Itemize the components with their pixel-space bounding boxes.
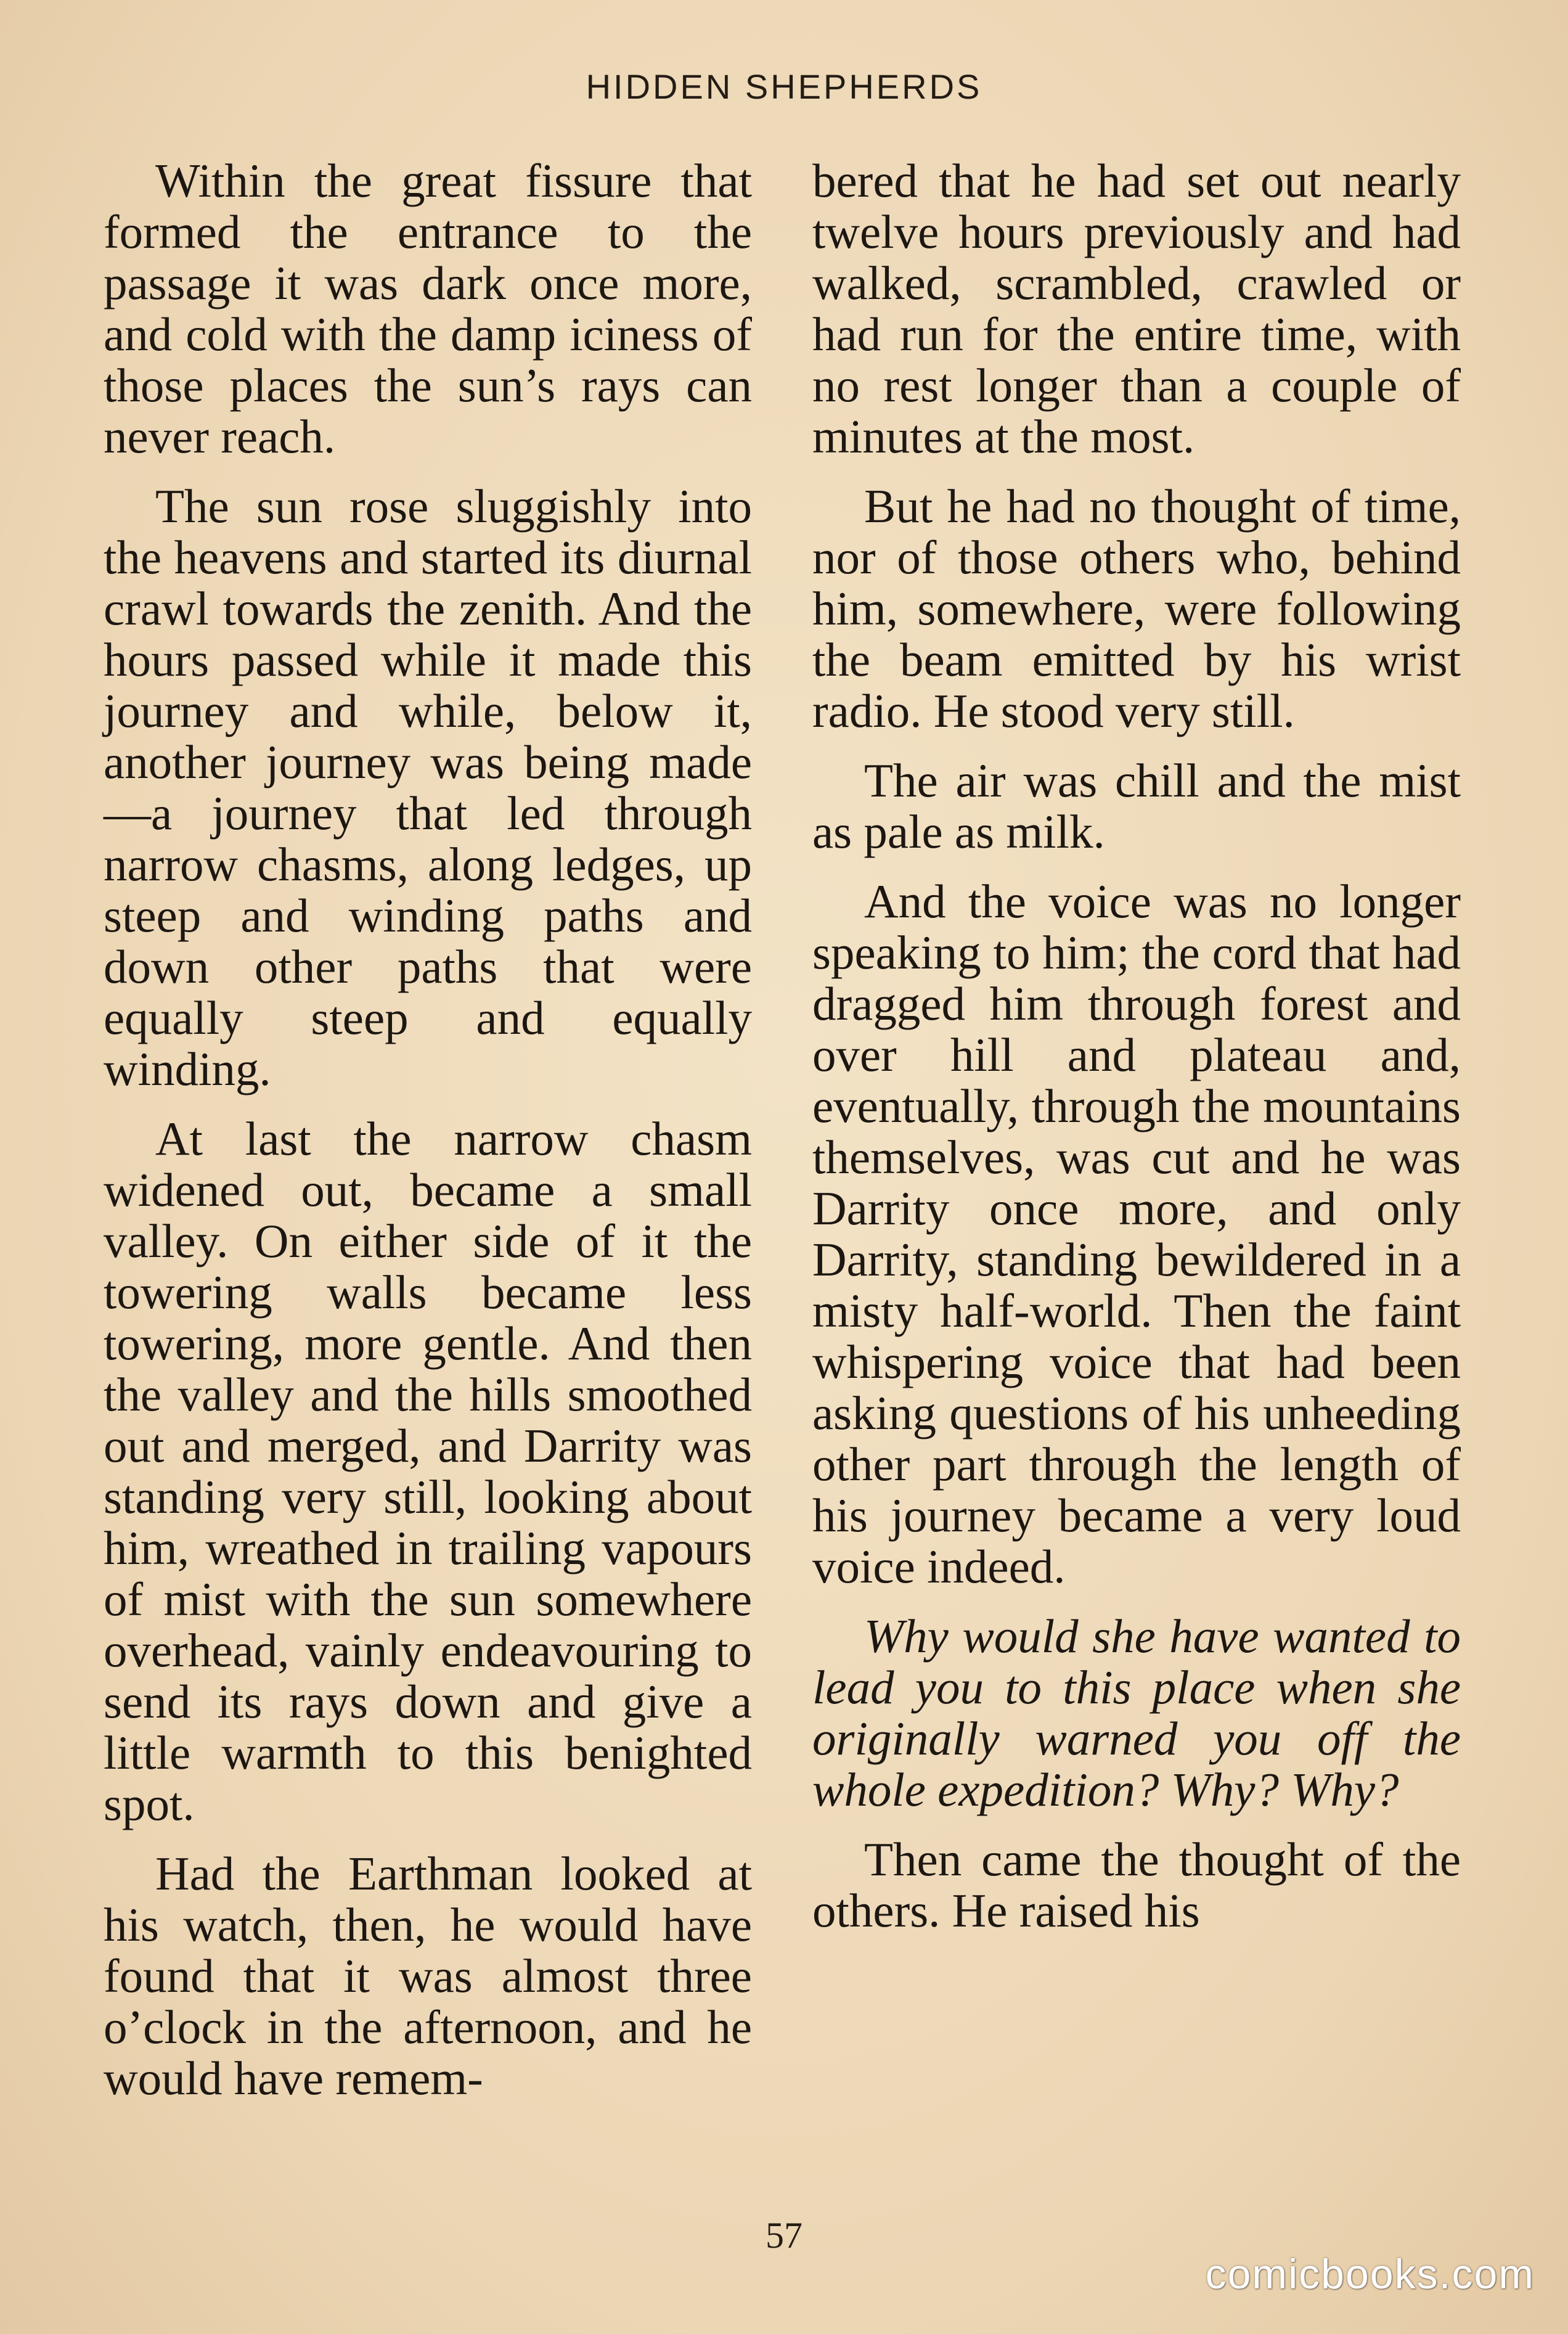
watermark: comicbooks.com [1205,2251,1535,2298]
running-title: HIDDEN SHEPHERDS [586,67,982,106]
italic-paragraph: Why would she have wanted to lead you to this place when she originally warned you off the whole expedition? Why? Why? [812,1610,1461,1816]
paragraph: Then came the thought of the others. He raised his [812,1833,1461,1937]
page-number: 57 [766,2215,802,2256]
paragraph: Had the Earthman looked at his watch, then, he would have found that it was almost three o’clock in the afternoon, and he would have remem- [104,1847,752,2105]
paragraph: At last the narrow chasm widened out, became a small valley. On either side of it the towering walls became less towering, more gentle. And then the valley and the hills smoothed out and merged, and Darrity was standing very still, looking about him, wreathed in trailing vapours of mist with the sun somewhere overhead, vainly endeavouring to send its rays down and give a little warmth to this benighted spot. [104,1112,752,1830]
left-column [104,155,752,2123]
right-column [812,155,1461,1955]
paragraph: Within the great fissure that formed the entrance to the passage it was dark once more, and cold with the damp iciness of those places the sun’s rays can never reach. [104,154,752,463]
paragraph: The sun rose sluggishly into the heavens and started its diurnal crawl towards the zenith. And the hours passed while it made this journey and while, below it, another journey was being made—a journey that led through narrow chasms, along ledges, up steep and winding paths and down other paths that were equally steep and equally winding. [104,480,752,1095]
paragraph: The air was chill and the mist as pale as milk. [812,754,1461,858]
paragraph: And the voice was no longer speaking to him; the cord that had dragged him through forest and over hill and plateau and, eventually, through the mountains themselves, was cut and he was Darrity once more, and only Darrity, standing bewildered in a misty half-world. Then the faint whispering voice that had been asking questions of his unheeding other part through the length of his journey became a very loud voice indeed. [812,875,1461,1593]
paragraph: But he had no thought of time, nor of those others who, behind him, somewhere, were following the beam emitted by his wrist radio. He stood very still. [812,480,1461,737]
paragraph-continuation: bered that he had set out nearly twelve hours previously and had walked, scrambled, crawled or had run for the entire time, with no rest longer than a couple of minutes at the most. [812,154,1461,463]
